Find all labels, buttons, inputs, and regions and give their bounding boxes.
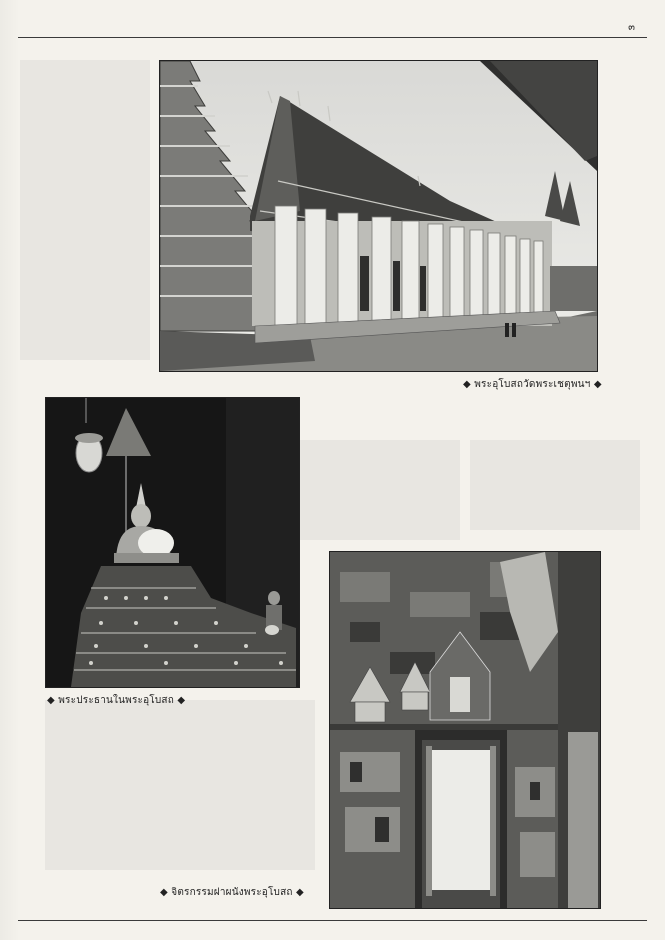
page-number: ๓ [628, 22, 635, 33]
show-through-ghost [300, 440, 460, 540]
show-through-ghost [470, 440, 640, 530]
caption-ordination-hall: ◆ พระอุโบสถวัดพระเชตุพนฯ ◆ [463, 379, 602, 390]
bottom-rule [18, 920, 647, 921]
caption-principal-buddha: ◆ พระประธานในพระอุโบสถ ◆ [47, 695, 186, 706]
photo-murals [329, 551, 601, 909]
caption-murals: ◆ จิตรกรรมฝาผนังพระอุโบสถ ◆ [160, 887, 304, 898]
show-through-ghost [20, 60, 150, 360]
photo-principal-buddha [45, 397, 300, 688]
photo-ordination-hall [159, 60, 598, 372]
top-rule [18, 37, 647, 38]
show-through-ghost [45, 700, 315, 870]
